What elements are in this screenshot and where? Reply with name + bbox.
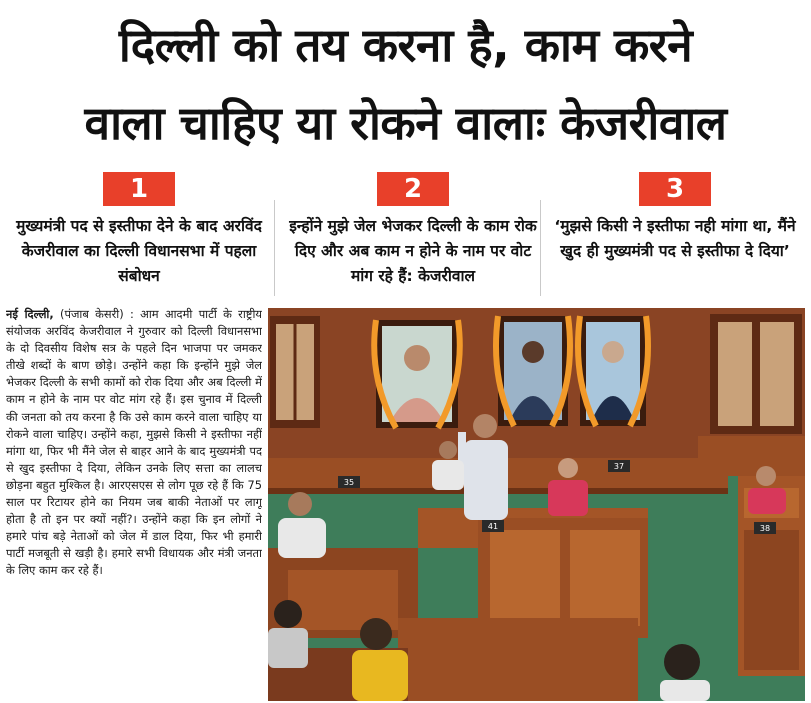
article-source: (पंजाब केसरी) <box>53 307 130 321</box>
svg-text:41: 41 <box>487 522 499 531</box>
portrait-frame <box>578 316 648 426</box>
point-text: इन्होंने मुझे जेल भेजकर दिल्ली के काम रोक दिए और अब काम न होने के नाम पर वोट मांग रहे हैं: केजरीवाल <box>289 217 537 285</box>
desk-number <box>754 522 776 534</box>
column-divider <box>274 200 275 296</box>
desk-number <box>482 520 504 532</box>
article-text: : आम आदमी पार्टी के राष्ट्रीय संयोजक अरविंद केजरीवाल ने गुरुवार को दिल्ली विधानसभा के दो दिवसीय विशेष सत्र के पहले दिन भाजपा पर जमकर तीखे शब्दों के बाण छोड़े। उन्होंने कहा कि इन्होंने मुझे जेल भेजकर दिल्ली के सभी कामों को रोक दिया और अब दिल्ली में काम न होने के नाम पर वोट मांग रहे हैं। इस चुनाव में दिल्ली की जनता को तय करना है कि उसे काम करने वाला चाहिए या रोकने वाला चाहिए। उन्होंने कहा, मुझसे किसी ने इस्तीफा नहीं मांगा था, फिर भी मैंने जेल से बाहर आने के बाद मुख्यमंत्री पद से खुद इस्तीफा दे दिया, लेकिन उनके लिए सत्ता का लालच छोड़ना बहुत मुश्किल है। आरएसएस से लोग पूछ रहे हैं कि 75 साल पर रिटायर होने का नियम जब बाकी नेताओं पर लागू होता है तो इन पर क्यों नहीं?। उन्होंने कहा कि इन लोगों ने हमारे पांच बड़े नेताओं को जेल में डाल दिया, फिर भी हमारी पार्टी मजबूती से खड़ी है। हमारे सभी विधायक और मंत्री जनता के लिए काम कर रहे हैं। <box>6 307 262 578</box>
headline <box>0 6 811 162</box>
point-number-badge: 1 <box>103 172 175 206</box>
headline-line-1: दिल्ली को तय करना है, काम करने <box>118 18 693 72</box>
portrait-frame <box>374 320 460 428</box>
assembly-photo <box>268 308 805 701</box>
portrait-frame <box>496 316 570 426</box>
key-points <box>0 172 811 300</box>
desk-number <box>338 476 360 488</box>
key-point-3 <box>544 172 806 264</box>
headline-line-2: वाला चाहिए या रोकने वालाः केजरीवाल <box>84 96 727 150</box>
column-divider <box>540 200 541 296</box>
svg-text:35: 35 <box>343 478 355 487</box>
key-point-2 <box>282 172 544 289</box>
point-text: ‘मुझसे किसी ने इस्तीफा नही मांगा था, मैंने खुद ही मुख्यमंत्री पद से इस्तीफा दे दिया’ <box>554 217 796 260</box>
assembly-photo-illustration <box>268 308 805 701</box>
point-text: मुख्यमंत्री पद से इस्तीफा देने के बाद अरविंद केजरीवाल का दिल्ली विधानसभा में पहला संबोधन <box>16 217 262 285</box>
svg-text:37: 37 <box>613 462 625 471</box>
article-body <box>6 306 262 696</box>
point-number-badge: 2 <box>377 172 449 206</box>
svg-text:38: 38 <box>759 524 771 533</box>
desk-number <box>608 460 630 472</box>
article-dateline: नई दिल्ली, <box>6 307 54 321</box>
point-number-badge: 3 <box>639 172 711 206</box>
key-point-1 <box>8 172 270 289</box>
